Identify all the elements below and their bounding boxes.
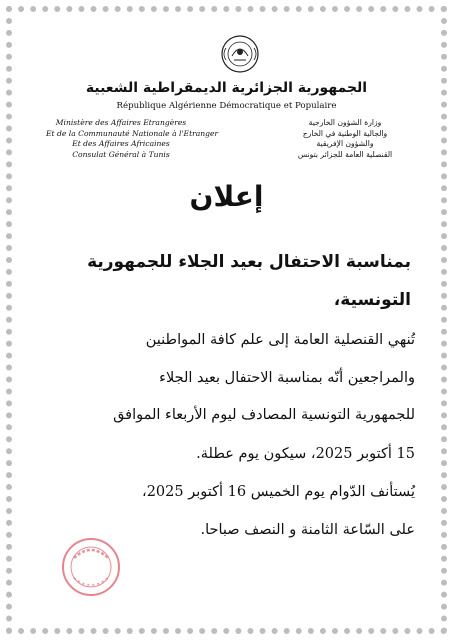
- ministry-ar-line: والشؤون الإفريقية: [316, 139, 374, 149]
- announcement-heading-line: بمناسبة الاحتفال بعيد الجلاء للجمهورية: [87, 252, 411, 272]
- ministry-ar-line: والجالية الوطنية في الخارج: [302, 128, 388, 138]
- announcement-body-line: على السّاعة الثامنة و النصف صباحا.: [200, 522, 415, 538]
- announcement-body-line: تُنهي القنصلية العامة إلى علم كافة المواطنين: [145, 332, 415, 348]
- ministry-arabic-block: [270, 118, 420, 160]
- announcement-title: إعلان: [189, 180, 264, 213]
- announcement-body-line: يُستأنف الدّوام يوم الخميس 16 أكتوبر 2025،: [142, 484, 415, 500]
- ministry-fr-line: Ministère des Affaires Etrangères: [55, 118, 187, 127]
- arabic-republic-title: الجمهورية الجزائرية الديمقراطية الشعبية: [85, 80, 368, 96]
- ministry-fr-line: Et des Affaires Africaines: [72, 139, 170, 149]
- ministry-fr-line: Et de la Communauté Nationale à l'Etranger: [46, 128, 219, 138]
- french-republic-title: République Algérienne Démocratique et Populaire: [116, 101, 337, 111]
- ministry-ar-line: وزارة الشؤون الخارجية: [308, 118, 382, 127]
- ministry-ar-line: القنصلية العامة للجزائر بتونس: [297, 149, 393, 159]
- national-emblem-icon: [220, 34, 260, 74]
- consulate-stamp-icon: [60, 536, 122, 598]
- announcement-heading-line: التونسية،: [333, 290, 411, 310]
- announcement-body-line: للجمهورية التونسية المصادف ليوم الأربعاء الموافق: [113, 407, 415, 423]
- announcement-body-line: 15 أكتوبر 2025، سيكون يوم عطلة.: [196, 446, 415, 462]
- ministry-french-block: [46, 118, 219, 160]
- announcement-body-line: والمراجعين أنّه بمناسبة الاحتفال بعيد الجلاء: [159, 370, 415, 386]
- ministry-fr-line: Consulat Général à Tunis: [72, 149, 170, 159]
